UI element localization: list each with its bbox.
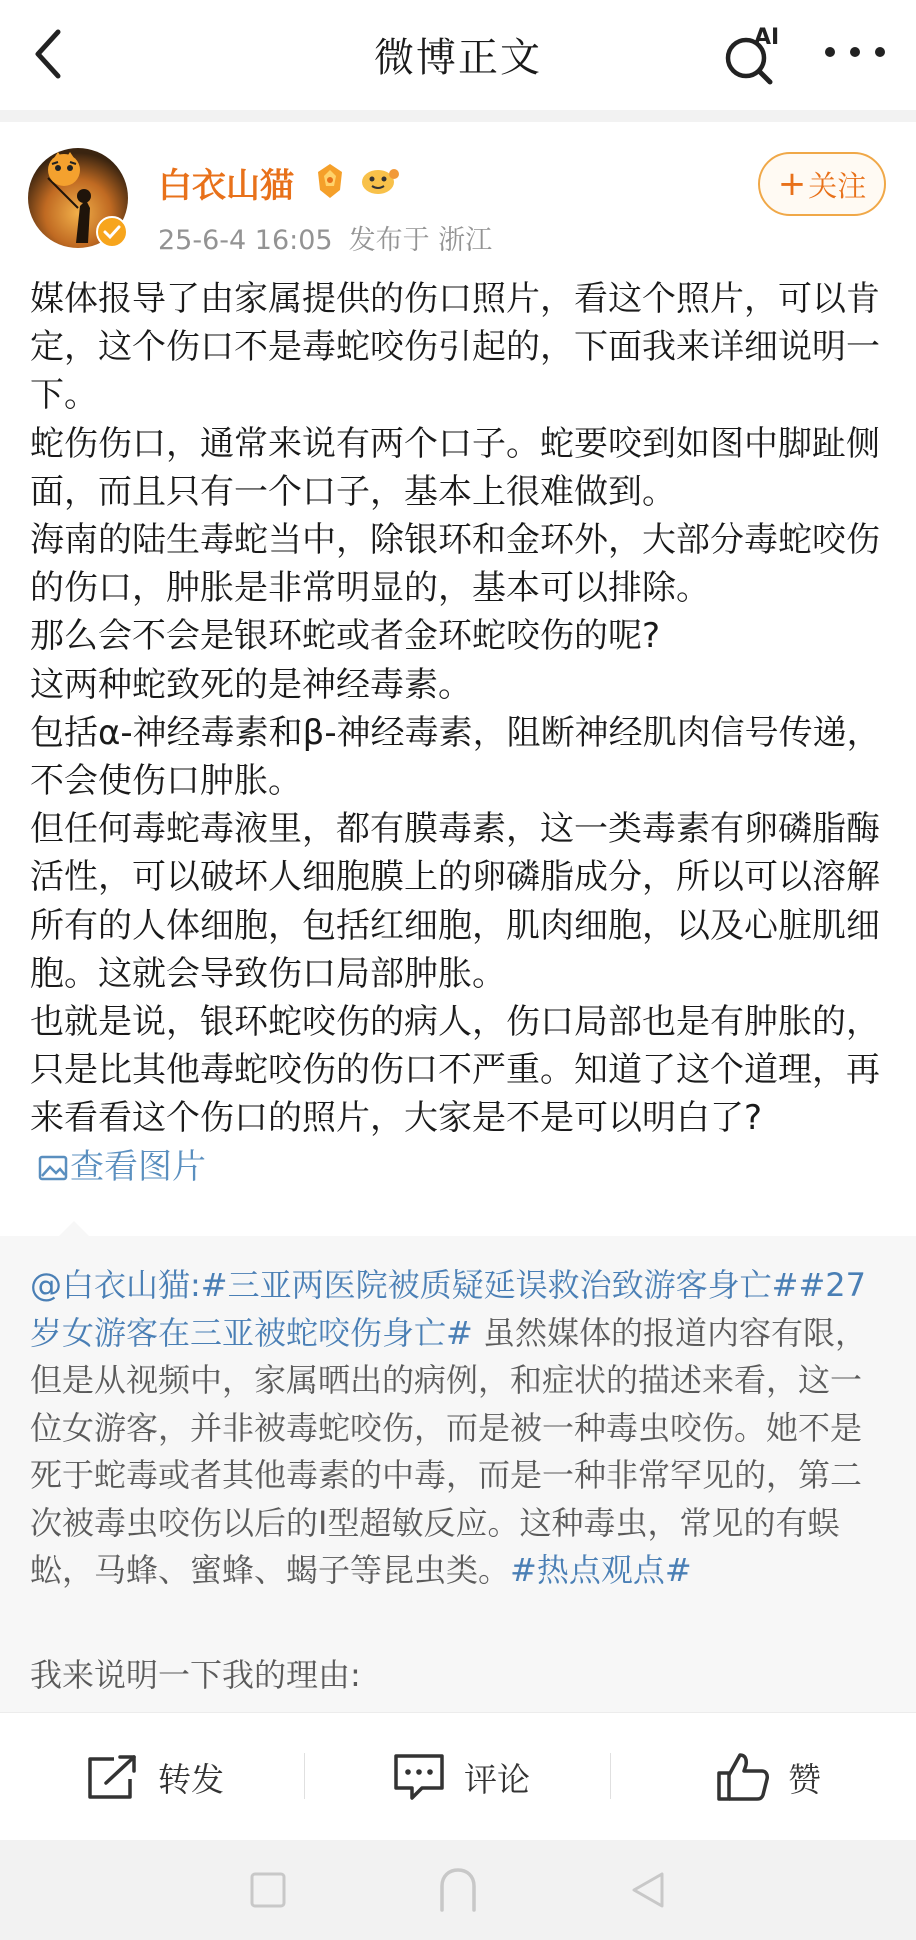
back-nav-icon[interactable] <box>628 1870 668 1910</box>
mention-link[interactable]: @白衣山猫: <box>30 1266 201 1304</box>
retweeted-post-text <box>30 1262 888 1595</box>
repost-button[interactable] <box>84 1713 224 1841</box>
share-icon <box>84 1753 140 1801</box>
system-navigation-bar <box>0 1840 916 1940</box>
more-options-icon[interactable] <box>820 30 890 74</box>
picture-icon <box>38 1154 68 1182</box>
retweeted-post[interactable] <box>0 1236 916 1712</box>
post-paragraph-last <box>30 998 892 1191</box>
repost-pointer <box>58 1221 90 1237</box>
post-location: 发布于 浙江 <box>348 225 493 256</box>
post-paragraph-text: 也就是说，银环蛇咬伤的病人，伤口局部也是有肿胀的，只是比其他毒蛇咬伤的伤口不严重。知道了这个道理，再来看看这个伤口的照片，大家是不是可以明白了? <box>30 1002 880 1139</box>
like-button[interactable] <box>716 1713 821 1841</box>
fans-badge-icon <box>362 169 399 194</box>
post-paragraph: 海南的陆生毒蛇当中，除银环和金环外，大部分毒蛇咬伤的伤口，肿胀是非常明显的，基本可以排除。 <box>30 520 880 609</box>
repost-label: 转发 <box>158 1759 224 1799</box>
top-header <box>0 0 916 110</box>
level-badge-icon <box>318 164 342 198</box>
post-paragraph: 这两种蛇致死的是神经毒素。 <box>30 664 472 705</box>
follow-label: 关注 <box>808 168 867 203</box>
action-divider <box>610 1753 611 1799</box>
topic-link[interactable]: #热点观点# <box>510 1551 692 1589</box>
post-date: 25-6-4 16:05 <box>158 225 333 256</box>
post-paragraph: 蛇伤伤口，通常来说有两个口子。蛇要咬到如图中脚趾侧面，而且只有一个口子，基本上很难做到。 <box>30 423 880 512</box>
thumbs-up-icon <box>716 1751 770 1803</box>
page-title: 微博正文 <box>374 35 542 81</box>
comment-label: 评论 <box>464 1759 530 1799</box>
comment-icon <box>392 1752 446 1802</box>
action-bar <box>0 1712 916 1840</box>
topic-link[interactable]: #三亚两医院被质疑延误救治致游客身亡# <box>200 1266 799 1304</box>
view-picture-label: 查看图片 <box>70 1146 206 1187</box>
topic-link[interactable]: #27岁女游客在三亚被蛇咬伤身亡# <box>30 1266 866 1352</box>
post-paragraph: 但任何毒蛇毒液里，都有膜毒素，这一类毒素有卵磷脂酶活性，可以破坏人细胞膜上的卵磷脂成分，所以可以溶解所有的人体细胞，包括红细胞，肌肉细胞，以及心脏肌细胞。这就会导致伤口局部肿胀。 <box>30 809 880 994</box>
post-paragraph: 包括α-神经毒素和β-神经毒素，阻断神经肌肉信号传递，不会使伤口肿胀。 <box>30 712 881 802</box>
post-paragraph: 那么会不会是银环蛇或者金环蛇咬伤的呢? <box>30 616 661 657</box>
post-paragraph: 媒体报导了由家属提供的伤口照片，看这个照片，可以肯定，这个伤口不是毒蛇咬伤引起的，下面我来详细说明一下。 <box>30 279 880 416</box>
verified-badge-icon <box>96 216 128 248</box>
comment-button[interactable] <box>392 1713 530 1841</box>
recent-apps-icon[interactable] <box>248 1870 288 1910</box>
action-divider <box>304 1753 305 1799</box>
post-meta <box>158 218 508 257</box>
retweeted-post-truncated-line: 我来说明一下我的理由: <box>30 1656 361 1694</box>
follow-button[interactable] <box>758 152 886 216</box>
plus-icon: + <box>777 164 807 204</box>
like-label: 赞 <box>788 1759 821 1799</box>
ai-search-icon[interactable] <box>720 22 786 88</box>
author-name[interactable]: 白衣山猫 <box>158 166 294 206</box>
post-content <box>30 275 892 1191</box>
ai-label: AI <box>754 25 780 50</box>
home-icon[interactable] <box>436 1864 480 1914</box>
user-badges <box>312 160 408 204</box>
view-picture-link[interactable] <box>30 1147 206 1187</box>
retweeted-post-body: 虽然媒体的报道内容有限，但是从视频中，家属晒出的病例，和症状的描述来看，这一位女游客，并非被毒蛇咬伤，而是被一种毒虫咬伤。她不是死于蛇毒或者其他毒素的中毒，而是一种非常罕见的，第二次被毒虫咬伤以后的I型超敏反应。这种毒虫，常见的有蜈蚣，马蜂、蜜蜂、蝎子等昆虫类。 <box>30 1313 868 1589</box>
section-divider <box>0 110 916 122</box>
